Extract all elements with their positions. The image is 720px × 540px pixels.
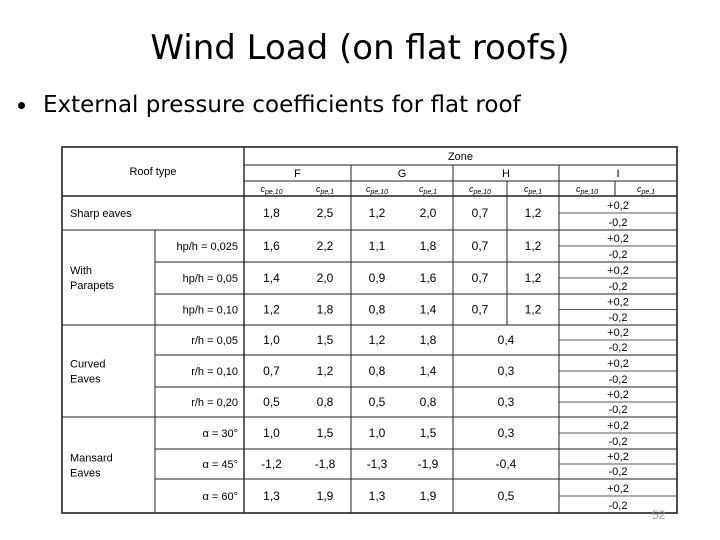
cell-value: -0,2 xyxy=(608,436,628,448)
row-param: α = 30° xyxy=(202,428,238,440)
cell-value: 1,8 xyxy=(419,239,437,253)
cell-value: 1,2 xyxy=(524,239,542,253)
cell-value: 2,0 xyxy=(316,271,334,285)
cell-value: 1,2 xyxy=(524,271,542,285)
cell-value: 2,5 xyxy=(316,206,334,220)
row-param: hp/h = 0,10 xyxy=(182,304,238,317)
cell-value: 0,3 xyxy=(497,395,515,409)
cell-value: 1,2 xyxy=(524,302,542,317)
cell-value: 1,6 xyxy=(419,271,437,285)
bullet-dot-icon xyxy=(18,102,25,109)
cell-value: 1,4 xyxy=(419,302,437,317)
cell-value: 1,3 xyxy=(368,489,386,503)
cell-value: +0,2 xyxy=(607,420,629,432)
row-param: hp/h = 0,025 xyxy=(176,241,238,253)
cell-value: 0,4 xyxy=(497,333,515,347)
cell-value: 1,3 xyxy=(263,489,280,503)
group-label: Sharp eaves xyxy=(70,208,132,220)
coef-header: $c_{pe,1}$ xyxy=(315,184,335,196)
bullet-text: External pressure coefficients for flat roof xyxy=(43,92,521,118)
cell-value: -1,2 xyxy=(261,457,282,471)
cell-value: 1,5 xyxy=(419,426,437,440)
cell-value: 1,0 xyxy=(263,333,280,347)
cell-value: 0,7 xyxy=(263,364,280,378)
coef-header: $c_{pe,10}$ xyxy=(365,184,389,196)
cell-value: 1,8 xyxy=(316,302,334,317)
row-param: α = 60° xyxy=(202,491,238,503)
cell-value: 0,8 xyxy=(368,302,386,317)
zone-header: Zone xyxy=(447,151,474,163)
cell-value: 0,7 xyxy=(471,206,489,220)
cell-value: 1,0 xyxy=(263,426,280,440)
cell-value: 1,2 xyxy=(368,333,386,347)
zone-label-g: G xyxy=(397,168,407,180)
row-param: α = 45° xyxy=(202,459,238,471)
cell-value: +0,2 xyxy=(607,265,629,277)
cell-value: 1,5 xyxy=(316,426,334,440)
zone-label-h: H xyxy=(502,168,510,180)
cell-value: +0,2 xyxy=(607,327,629,339)
cell-value: -1,9 xyxy=(417,457,439,471)
coef-header: $c_{pe,10}$ xyxy=(260,184,283,196)
group-label: Parapets xyxy=(70,280,115,292)
coef-header: $c_{pe,10}$ xyxy=(468,184,492,196)
cell-value: 0,3 xyxy=(497,426,515,440)
cell-value: 1,2 xyxy=(524,206,542,220)
cell-value: +0,2 xyxy=(607,296,629,309)
cell-value: -0,2 xyxy=(608,312,628,324)
cell-value: +0,2 xyxy=(607,233,629,245)
cell-value: -0,4 xyxy=(495,457,517,471)
cell-value: 1,9 xyxy=(316,489,334,503)
cell-value: -1,8 xyxy=(314,457,336,471)
cell-value: -0,2 xyxy=(608,281,628,293)
coefficient-table-svg xyxy=(60,145,680,515)
cell-value: 1,8 xyxy=(419,333,437,347)
row-param: r/h = 0,05 xyxy=(191,335,238,347)
cell-value: -1,3 xyxy=(366,457,388,471)
cell-value: 0,7 xyxy=(471,302,489,317)
cell-value: 1,0 xyxy=(368,426,386,440)
cell-value: 1,9 xyxy=(419,489,437,503)
group-label: Curved xyxy=(70,358,106,371)
cell-value: -0,2 xyxy=(608,249,628,261)
cell-value: -0,2 xyxy=(608,466,628,478)
cell-value: -0,2 xyxy=(608,217,628,229)
bullet-item xyxy=(18,92,521,118)
coef-header: $c_{pe,1}$ xyxy=(418,184,438,196)
cell-value: +0,2 xyxy=(607,200,629,212)
cell-value: 1,1 xyxy=(368,239,386,253)
cell-value: 1,6 xyxy=(263,239,280,253)
cell-value: 0,8 xyxy=(368,364,386,378)
coef-header: $c_{pe,1}$ xyxy=(523,184,543,196)
cell-value: +0,2 xyxy=(607,389,629,401)
cell-value: 1,4 xyxy=(419,364,437,378)
zone-label-i: I xyxy=(616,168,620,180)
roof-type-header: Roof type xyxy=(129,166,177,178)
page-number: 52 xyxy=(652,508,666,522)
slide-title: Wind Load (on flat roofs) xyxy=(150,28,570,68)
cell-value: 0,9 xyxy=(368,271,386,285)
cell-value: +0,2 xyxy=(607,451,629,463)
zone-label-f: F xyxy=(294,168,301,180)
cell-value: 0,8 xyxy=(316,395,334,409)
cell-value: -0,2 xyxy=(608,500,628,512)
cell-value: -0,2 xyxy=(608,374,628,386)
cell-value: -0,2 xyxy=(608,342,628,354)
cell-value: 2,2 xyxy=(316,239,334,253)
group-label: Eaves xyxy=(70,373,101,386)
cell-value: 1,2 xyxy=(263,302,280,317)
coef-header: $c_{pe,10}$ xyxy=(575,184,599,196)
row-param: r/h = 0,10 xyxy=(191,366,238,378)
cell-value: 0,3 xyxy=(497,364,515,378)
cell-value: +0,2 xyxy=(607,358,629,370)
cell-value: 0,8 xyxy=(419,395,437,409)
pressure-coefficient-table xyxy=(60,145,680,515)
cell-value: 0,5 xyxy=(497,489,515,503)
group-label: With xyxy=(70,265,92,277)
row-param: r/h = 0,20 xyxy=(191,397,238,409)
cell-value: 1,8 xyxy=(263,206,280,220)
cell-value: 0,5 xyxy=(263,395,280,409)
row-param: hp/h = 0,05 xyxy=(182,273,238,285)
cell-value: 2,0 xyxy=(419,206,437,220)
cell-value: 0,7 xyxy=(471,271,489,285)
cell-value: +0,2 xyxy=(607,483,629,495)
cell-value: 0,5 xyxy=(368,395,386,409)
cell-value: 1,5 xyxy=(316,333,334,347)
cell-value: 0,7 xyxy=(471,239,489,253)
cell-value: -0,2 xyxy=(608,404,628,416)
cell-value: 1,2 xyxy=(368,206,386,220)
group-label: Mansard xyxy=(70,452,113,465)
cell-value: 1,2 xyxy=(316,364,334,378)
coef-header: $c_{pe,1}$ xyxy=(636,184,656,196)
cell-value: 1,4 xyxy=(263,271,280,285)
group-label: Eaves xyxy=(70,467,101,480)
